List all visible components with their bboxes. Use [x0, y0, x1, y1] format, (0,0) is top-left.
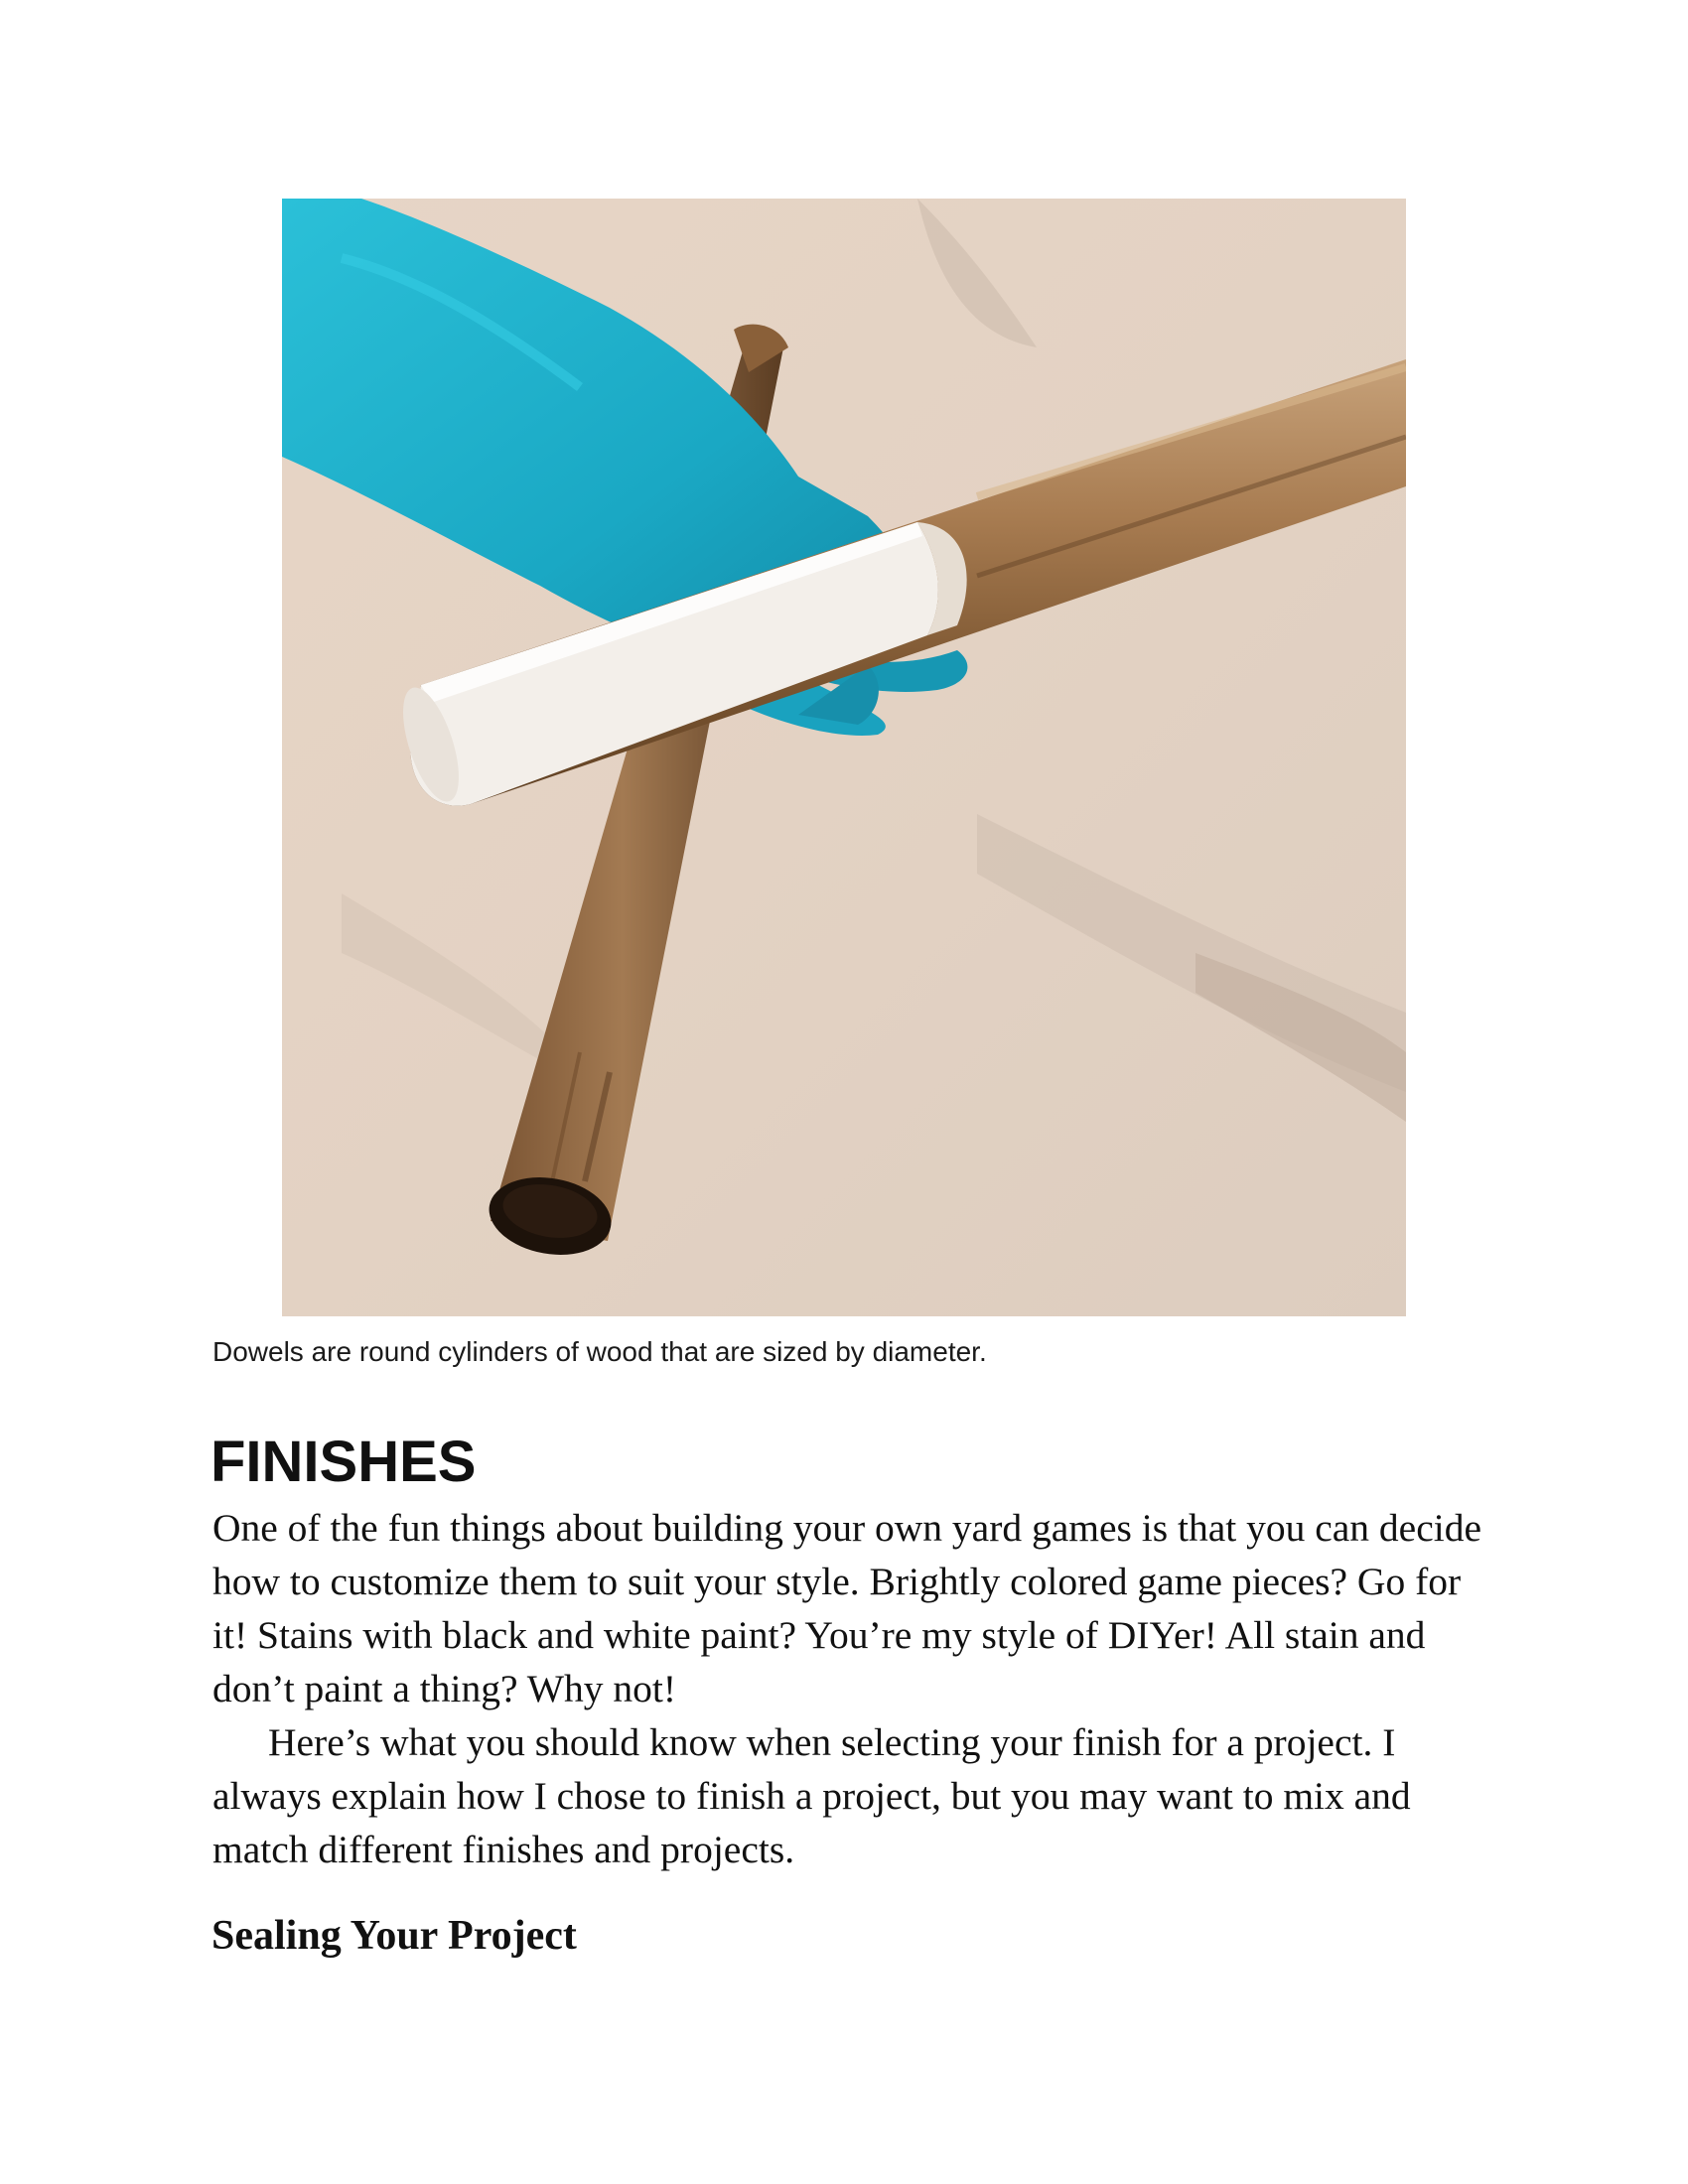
dowel-photo-illustration — [282, 199, 1406, 1316]
dowel-photo — [282, 199, 1406, 1316]
section-title: FINISHES — [211, 1430, 477, 1494]
figure-caption: Dowels are round cylinders of wood that are sized by diameter. — [212, 1336, 987, 1367]
body-text — [212, 1501, 1493, 1876]
paragraph-1: One of the fun things about building your own yard games is that you can decide how to customize them to suit your style. Brightly colored game pieces? Go for it! Stains with black and white paint? You’re my style of DIYer! All stain and don’t paint a thing? Why not! — [212, 1506, 1481, 1710]
paragraph-2: Here’s what you should know when selecting your finish for a project. I always explain how I chose to finish a project, but you may want to mix and match different finishes and projects. — [212, 1720, 1411, 1871]
subheading: Sealing Your Project — [211, 1913, 577, 1959]
